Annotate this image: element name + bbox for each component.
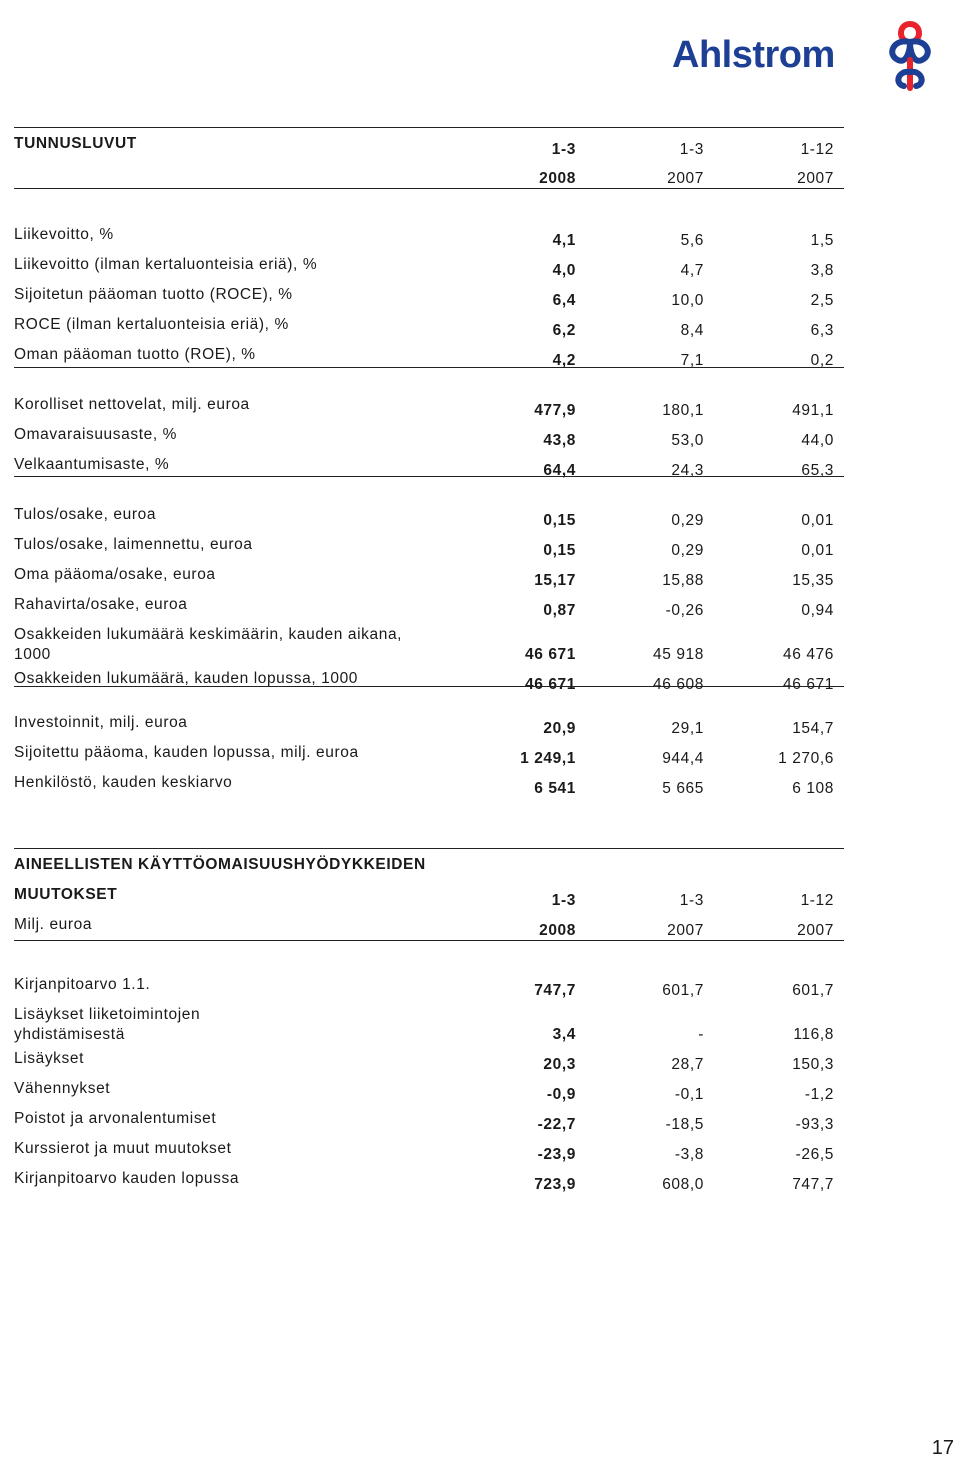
table-row — [14, 426, 844, 450]
section-title-row — [14, 856, 844, 880]
period-header: 1-12 — [800, 892, 834, 909]
row-value: -23,9 — [537, 1146, 576, 1163]
row-value: -93,3 — [795, 1116, 834, 1133]
row-label: Oman pääoman tuotto (ROE), % — [14, 346, 256, 363]
row-value: 43,8 — [543, 432, 576, 449]
row-value: 6,3 — [810, 322, 834, 339]
row-label: Kirjanpitoarvo kauden lopussa — [14, 1170, 240, 1187]
ahlstrom-logo — [660, 14, 960, 94]
section-title: MUUTOKSET — [14, 886, 118, 903]
year-header: 2008 — [539, 922, 576, 939]
row-value: -0,26 — [665, 602, 704, 619]
row-value: 28,7 — [671, 1056, 704, 1073]
row-value: 0,01 — [801, 542, 834, 559]
row-label: Liikevoitto, % — [14, 226, 114, 243]
divider — [14, 188, 844, 189]
table-row — [14, 256, 844, 280]
row-value: 116,8 — [793, 1026, 834, 1043]
period-header: 1-3 — [551, 892, 576, 909]
row-label: Lisäykset liiketoimintojen — [14, 1006, 201, 1023]
row-value: 0,01 — [801, 512, 834, 529]
row-value: 15,17 — [534, 572, 576, 589]
header-row — [14, 886, 844, 910]
row-value: 180,1 — [662, 402, 704, 419]
row-value: 5 665 — [662, 780, 704, 797]
row-label: Poistot ja arvonalentumiset — [14, 1110, 217, 1127]
row-value: 45 918 — [652, 646, 704, 663]
row-label: Kirjanpitoarvo 1.1. — [14, 976, 151, 993]
row-label: Tulos/osake, euroa — [14, 506, 157, 523]
table-row — [14, 744, 844, 768]
row-value: - — [698, 1026, 704, 1043]
row-value: 53,0 — [671, 432, 704, 449]
divider — [14, 686, 844, 687]
row-value: 44,0 — [801, 432, 834, 449]
row-label: ROCE (ilman kertaluonteisia eriä), % — [14, 316, 289, 333]
table-row — [14, 626, 844, 663]
row-label: Lisäykset — [14, 1050, 85, 1067]
table-row — [14, 774, 844, 798]
row-value: 46 671 — [782, 676, 834, 693]
header-row — [14, 916, 844, 940]
row-value: 1,5 — [810, 232, 834, 249]
row-value: 477,9 — [534, 402, 576, 419]
row-value: 15,88 — [662, 572, 704, 589]
row-value: 3,4 — [552, 1026, 576, 1043]
row-label: 1000 — [14, 646, 51, 663]
row-value: 1 270,6 — [778, 750, 834, 767]
divider — [14, 848, 844, 849]
year-header: 2007 — [667, 170, 704, 187]
row-label: Rahavirta/osake, euroa — [14, 596, 188, 613]
row-value: -26,5 — [795, 1146, 834, 1163]
table-row — [14, 1170, 844, 1194]
row-value: -3,8 — [674, 1146, 704, 1163]
row-label: Liikevoitto (ilman kertaluonteisia eriä), % — [14, 256, 318, 273]
period-header: 1-3 — [551, 141, 576, 158]
row-value: 0,87 — [543, 602, 576, 619]
row-value: 6 108 — [792, 780, 834, 797]
row-value: 46 671 — [524, 646, 576, 663]
row-value: 4,2 — [552, 352, 576, 369]
divider — [14, 940, 844, 941]
row-value: 20,3 — [543, 1056, 576, 1073]
row-value: 2,5 — [810, 292, 834, 309]
header-row — [14, 170, 844, 194]
row-value: 6,2 — [552, 322, 576, 339]
row-value: 64,4 — [543, 462, 576, 479]
table-row — [14, 1110, 844, 1134]
table-row — [14, 506, 844, 530]
row-value: 4,0 — [552, 262, 576, 279]
row-value: 46 476 — [782, 646, 834, 663]
row-value: -1,2 — [804, 1086, 834, 1103]
row-label: Oma pääoma/osake, euroa — [14, 566, 216, 583]
divider — [14, 127, 844, 128]
row-value: 4,1 — [552, 232, 576, 249]
row-label: Vähennykset — [14, 1080, 111, 1097]
row-value: -0,9 — [546, 1086, 576, 1103]
table-row — [14, 596, 844, 620]
row-value: -18,5 — [665, 1116, 704, 1133]
period-header: 1-3 — [679, 892, 704, 909]
table-row — [14, 670, 844, 694]
row-label: Velkaantumisaste, % — [14, 456, 170, 473]
table-row — [14, 396, 844, 420]
period-header: 1-12 — [800, 141, 834, 158]
row-label: Omavaraisuusaste, % — [14, 426, 178, 443]
row-value: 608,0 — [662, 1176, 704, 1193]
row-value: 4,7 — [680, 262, 704, 279]
row-value: 150,3 — [792, 1056, 834, 1073]
row-value: 29,1 — [671, 720, 704, 737]
row-value: 601,7 — [662, 982, 704, 999]
logo-wordmark: Ahlstrom — [672, 34, 835, 76]
row-label: Sijoitetun pääoman tuotto (ROCE), % — [14, 286, 293, 303]
table-row — [14, 1080, 844, 1104]
row-label: Osakkeiden lukumäärä keskimäärin, kauden aikana, — [14, 626, 403, 643]
row-value: 0,94 — [801, 602, 834, 619]
row-value: 747,7 — [792, 1176, 834, 1193]
row-label: Investoinnit, milj. euroa — [14, 714, 188, 731]
divider — [14, 476, 844, 477]
year-header: 2008 — [539, 170, 576, 187]
row-value: 601,7 — [792, 982, 834, 999]
period-header: 1-3 — [679, 141, 704, 158]
row-value: 0,15 — [543, 542, 576, 559]
year-header: 2007 — [667, 922, 704, 939]
row-value: 15,35 — [792, 572, 834, 589]
row-value: 0,29 — [671, 542, 704, 559]
table-row — [14, 536, 844, 560]
year-header: 2007 — [797, 922, 834, 939]
row-value: 0,2 — [810, 352, 834, 369]
row-label: yhdistämisestä — [14, 1026, 125, 1043]
row-label: Osakkeiden lukumäärä, kauden lopussa, 1000 — [14, 670, 359, 687]
row-value: 7,1 — [680, 352, 704, 369]
table-row — [14, 286, 844, 310]
row-value: 154,7 — [792, 720, 834, 737]
row-label: Sijoitettu pääoma, kauden lopussa, milj. euroa — [14, 744, 359, 761]
row-value: 747,7 — [534, 982, 576, 999]
row-value: 10,0 — [671, 292, 704, 309]
row-value: 8,4 — [680, 322, 704, 339]
row-value: 0,29 — [671, 512, 704, 529]
row-label: Tulos/osake, laimennettu, euroa — [14, 536, 253, 553]
row-value: 1 249,1 — [520, 750, 576, 767]
row-label: Henkilöstö, kauden keskiarvo — [14, 774, 233, 791]
year-header: 2007 — [797, 170, 834, 187]
row-value: 6,4 — [552, 292, 576, 309]
row-value: 24,3 — [671, 462, 704, 479]
row-value: 20,9 — [543, 720, 576, 737]
table-row — [14, 566, 844, 590]
table-row — [14, 1050, 844, 1074]
page-number: 17 — [931, 1437, 954, 1459]
row-value: 944,4 — [662, 750, 704, 767]
row-value: 5,6 — [680, 232, 704, 249]
table-row — [14, 714, 844, 738]
divider — [14, 367, 844, 368]
table-row — [14, 316, 844, 340]
row-value: 723,9 — [534, 1176, 576, 1193]
row-value: 491,1 — [792, 402, 834, 419]
table-row — [14, 976, 844, 1000]
header-row — [14, 135, 844, 159]
table-row — [14, 1006, 844, 1043]
row-value: 65,3 — [801, 462, 834, 479]
table-row — [14, 1140, 844, 1164]
section-title: TUNNUSLUVUT — [14, 135, 137, 152]
row-label: Kurssierot ja muut muutokset — [14, 1140, 232, 1157]
table-row — [14, 226, 844, 250]
row-value: 46 671 — [524, 676, 576, 693]
row-value: -0,1 — [674, 1086, 704, 1103]
row-value: 46 608 — [652, 676, 704, 693]
row-label: Korolliset nettovelat, milj. euroa — [14, 396, 250, 413]
row-value: -22,7 — [537, 1116, 576, 1133]
row-value: 6 541 — [534, 780, 576, 797]
unit-label: Milj. euroa — [14, 916, 93, 933]
section-title: AINEELLISTEN KÄYTTÖOMAISUUSHYÖDYKKEIDEN — [14, 856, 426, 873]
row-value: 0,15 — [543, 512, 576, 529]
row-value: 3,8 — [810, 262, 834, 279]
ahlstrom-symbol-icon — [870, 14, 950, 94]
